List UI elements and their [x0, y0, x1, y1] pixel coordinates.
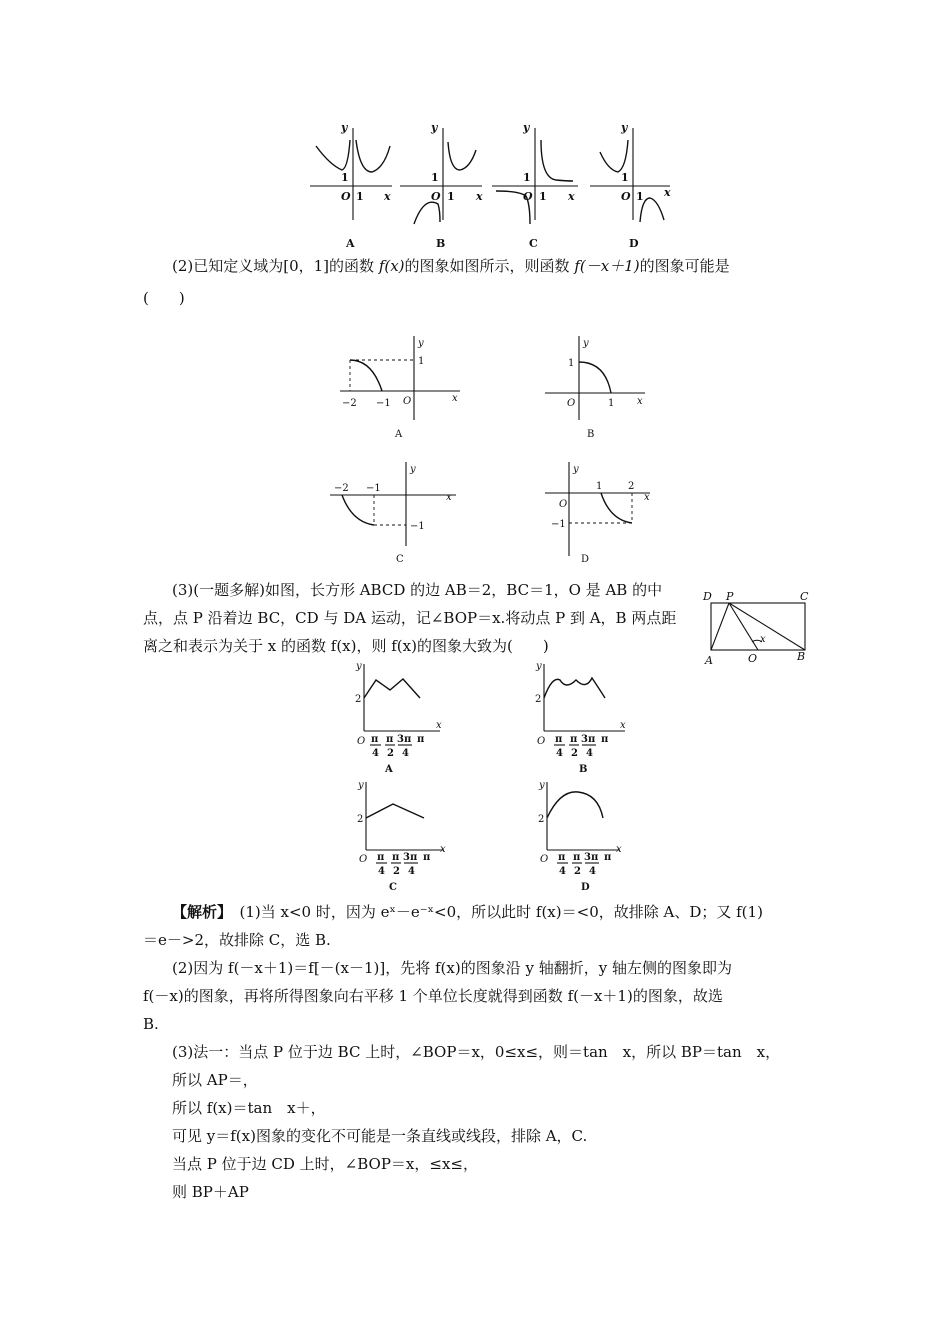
q2-a-x: x: [452, 393, 458, 404]
q3-d-x: x: [616, 844, 622, 855]
q3-d-t1: π: [558, 852, 566, 863]
q3-c-x: x: [440, 844, 446, 855]
q1-b-o: O: [431, 190, 441, 203]
q3-d-t2: π: [573, 852, 581, 863]
q1-b-y: y: [431, 121, 438, 134]
q1-label-a: A: [346, 237, 355, 250]
q1-d-one: 1: [621, 171, 629, 184]
q2-b-one-y: 1: [568, 358, 575, 369]
solution-line-7: 所以 AP＝，: [172, 1071, 258, 1089]
q1-c-one-x: 1: [539, 190, 547, 203]
q1-a-y: y: [341, 121, 348, 134]
q1-a-o: O: [341, 190, 351, 203]
q3-d-t4: π: [604, 852, 612, 863]
q3-c-t4: π: [423, 852, 431, 863]
q2-d-o: O: [559, 499, 568, 510]
q2-d-one: 1: [596, 481, 603, 492]
q2-a-one: 1: [418, 356, 425, 367]
solution-line-10: 当点 P 位于边 CD 上时，∠BOP＝x，≤x≤，: [172, 1155, 478, 1173]
q1-label-c: C: [529, 237, 538, 250]
solution-line-1: 【解析】 (1)当 x<0 时，因为 eˣ－e⁻ˣ<0，所以此时 f(x)＝<0，故排除 A、D；又 f(1): [172, 903, 763, 921]
q3-a-t2: π: [386, 734, 394, 745]
solution-line-3: (2)因为 f(－x＋1)＝f[－(x－1)]，先将 f(x)的图象沿 y 轴翻折，y 轴左侧的图象即为: [172, 959, 732, 977]
q3-label-a: A: [385, 764, 393, 775]
solution-line-2: ＝e－>2，故排除 C，选 B.: [143, 931, 331, 949]
q2-stem: (2)已知定义域为[0，1]的函数 f(x)的图象如图所示，则函数 f(－x＋1)的图象可能是: [172, 257, 730, 275]
q2-c-y: y: [410, 464, 416, 475]
q3-a-x: x: [436, 720, 442, 731]
q2-label-d: D: [581, 554, 590, 565]
q2-d-m1: −1: [551, 519, 566, 530]
q1-d-o: O: [621, 190, 631, 203]
q3-p: P: [726, 590, 734, 603]
q2-b-x: x: [637, 396, 643, 407]
q3-c: C: [800, 590, 809, 603]
solution-tag: 【解析】: [172, 903, 225, 921]
q3-d-t3: 3π: [584, 852, 599, 863]
q2-d-x: x: [644, 492, 650, 503]
q3-c-t1: π: [377, 852, 385, 863]
q3-a-t1: π: [371, 734, 379, 745]
q2-a-o: O: [403, 396, 412, 407]
q2-paren: ( ): [143, 289, 185, 307]
q3-a-b3: 4: [402, 748, 409, 759]
q2-a-y: y: [418, 338, 424, 349]
q3-a-t4: π: [417, 734, 425, 745]
q1-a-x: x: [384, 190, 391, 203]
solution-line-8: 所以 f(x)＝tan x＋，: [172, 1099, 326, 1117]
q3-line2: 点，点 P 沿着边 BC，CD 与 DA 运动，记∠BOP＝x.将动点 P 到 A，B 两点距: [143, 609, 677, 627]
q3-c-b1: 4: [378, 866, 385, 877]
q3-line3: 离之和表示为关于 x 的函数 f(x)，则 f(x)的图象大致为( ): [143, 637, 549, 655]
q3-a-t3: 3π: [397, 734, 412, 745]
q2-d-two: 2: [628, 481, 635, 492]
q3-b-b1: 4: [556, 748, 563, 759]
q2-label-c: C: [396, 554, 404, 565]
q3-b-o: O: [537, 736, 546, 747]
q3-d-b1: 4: [559, 866, 566, 877]
q3-c-b2: 2: [393, 866, 400, 877]
solution-line-5: B.: [143, 1015, 159, 1033]
q1-c-o: O: [523, 190, 533, 203]
q3-a-b2: 2: [387, 748, 394, 759]
q3-line1: (3)(一题多解)如图，长方形 ABCD 的边 AB＝2，BC＝1，O 是 AB 的中: [172, 581, 663, 599]
q3-b-t2: π: [570, 734, 578, 745]
q1-d-one-x: 1: [636, 190, 644, 203]
q3-a: A: [705, 654, 713, 667]
solution-line-9: 可见 y＝f(x)图象的变化不可能是一条直线或线段，排除 A，C.: [172, 1127, 588, 1145]
q1-b-one: 1: [431, 171, 439, 184]
q2-c-m1: −1: [366, 483, 381, 494]
q3-c-b3: 4: [408, 866, 415, 877]
q3-b-t1: π: [555, 734, 563, 745]
q3-c-o: O: [359, 854, 368, 865]
q2-b-o: O: [567, 398, 576, 409]
q1-b-one-x: 1: [447, 190, 455, 203]
q1-a-one-x: 1: [356, 190, 364, 203]
q2-c-m1y: −1: [410, 521, 425, 532]
solution-line-11: 则 BP＋AP: [172, 1183, 249, 1201]
q3-b-x: x: [620, 720, 626, 731]
q1-c-x: x: [568, 190, 575, 203]
q2-a-m1: −1: [376, 398, 391, 409]
q1-label-d: D: [629, 237, 639, 250]
q2-label-a: A: [395, 429, 403, 440]
q1-b-x: x: [476, 190, 483, 203]
q3-b-t3: 3π: [581, 734, 596, 745]
q3-d-o: O: [540, 854, 549, 865]
q3-b: B: [797, 650, 806, 663]
q3-c-y: y: [358, 780, 364, 791]
q3-a-o: O: [357, 736, 366, 747]
solution-line-4: f(－x)的图象，再将所得图象向右平移 1 个单位长度就得到函数 f(－x＋1)的图象，故选: [143, 987, 723, 1005]
q1-d-y: y: [621, 121, 628, 134]
q3-a-b1: 4: [372, 748, 379, 759]
q2-b-one-x: 1: [608, 398, 615, 409]
q3-c-t2: π: [392, 852, 400, 863]
q1-c-one: 1: [523, 171, 531, 184]
q3-a-y: y: [356, 661, 362, 672]
q3-d-b3: 4: [589, 866, 596, 877]
q3-a-two: 2: [355, 694, 362, 705]
q2-label-b: B: [587, 429, 595, 440]
q3-label-c: C: [389, 882, 397, 893]
q3-c-two: 2: [357, 814, 364, 825]
q3-b-two: 2: [535, 694, 542, 705]
q3-d-b2: 2: [574, 866, 581, 877]
q3-b-y: y: [536, 661, 542, 672]
q3-x: x: [760, 634, 766, 645]
q2-d-y: y: [573, 464, 579, 475]
q1-a-one: 1: [341, 171, 349, 184]
q3-o: O: [748, 652, 758, 665]
q3-d-two: 2: [538, 814, 545, 825]
q2-a-m2: −2: [342, 398, 357, 409]
q2-c-x: x: [446, 492, 452, 503]
q1-label-b: B: [436, 237, 446, 250]
q3-b-b2: 2: [571, 748, 578, 759]
q3-d: D: [703, 590, 712, 603]
q3-label-d: D: [581, 882, 590, 893]
q3-d-y: y: [539, 780, 545, 791]
q3-c-t3: 3π: [403, 852, 418, 863]
q1-c-y: y: [523, 121, 530, 134]
q1-d-x: x: [664, 186, 671, 199]
solution-line-6: (3)法一：当点 P 位于边 BC 上时，∠BOP＝x，0≤x≤，则＝tan x，所以 BP＝tan x，: [172, 1043, 781, 1061]
q3-b-b3: 4: [586, 748, 593, 759]
q3-label-b: B: [579, 764, 588, 775]
q2-b-y: y: [583, 338, 589, 349]
q3-b-t4: π: [601, 734, 609, 745]
q2-c-m2: −2: [334, 483, 349, 494]
